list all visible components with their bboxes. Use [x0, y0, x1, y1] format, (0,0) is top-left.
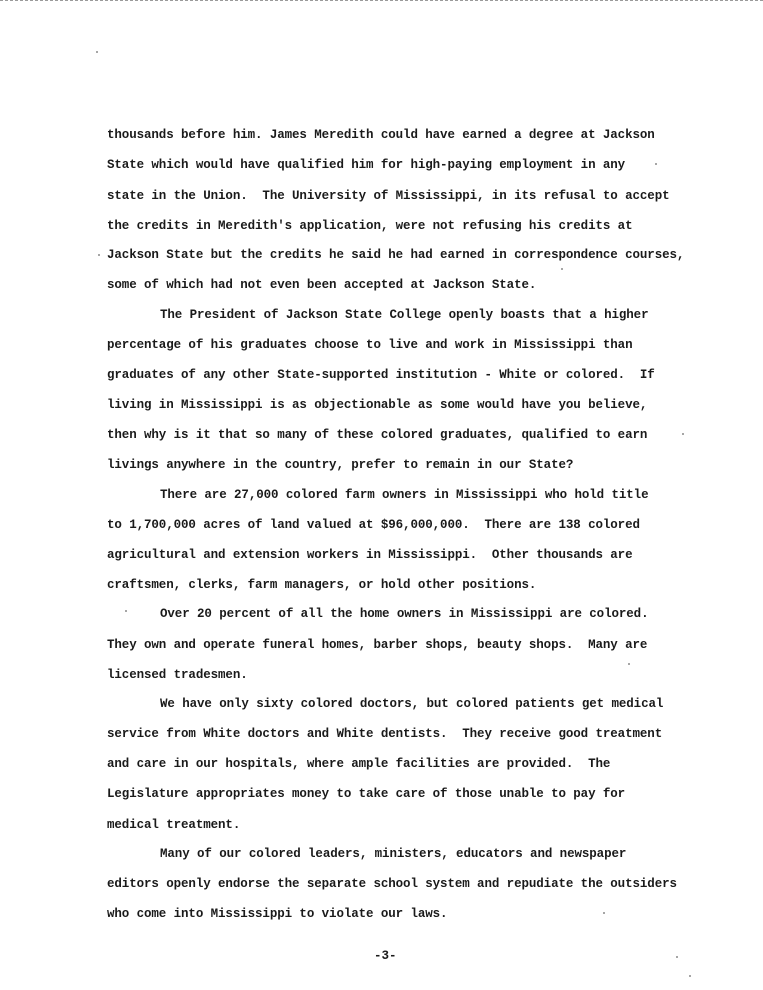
text-line: Jackson State but the credits he said he had earned in correspondence courses,	[107, 248, 685, 262]
scan-speck	[98, 254, 100, 256]
text-line: Legislature appropriates money to take care of those unable to pay for	[107, 787, 626, 801]
page-number: -3-	[374, 949, 397, 963]
text-line: percentage of his graduates choose to live and work in Mississippi than	[107, 338, 633, 352]
text-line: to 1,700,000 acres of land valued at $96,000,000. There are 138 colored	[107, 518, 640, 532]
text-line: state in the Union. The University of Mississippi, in its refusal to accept	[107, 189, 670, 203]
paragraph-first-line: There are 27,000 colored farm owners in Mississippi who hold title	[160, 488, 649, 502]
paragraph-first-line: Over 20 percent of all the home owners in Mississippi are colored.	[160, 607, 649, 621]
text-line: then why is it that so many of these colored graduates, qualified to earn	[107, 428, 648, 442]
text-line: living in Mississippi is as objectionable as some would have you believe,	[107, 398, 648, 412]
scan-speck	[689, 975, 691, 977]
scan-speck	[682, 433, 684, 435]
scan-speck	[628, 663, 630, 665]
scan-speck	[676, 956, 678, 958]
text-line: graduates of any other State-supported institution - White or colored. If	[107, 368, 655, 382]
scan-speck	[561, 268, 563, 270]
paragraph-first-line: We have only sixty colored doctors, but colored patients get medical	[160, 697, 664, 711]
scan-speck	[125, 610, 127, 612]
scan-speck	[655, 163, 657, 165]
text-line: craftsmen, clerks, farm managers, or hold other positions.	[107, 578, 537, 592]
text-line: service from White doctors and White dentists. They receive good treatment	[107, 727, 663, 741]
text-line: the credits in Meredith's application, were not refusing his credits at	[107, 219, 633, 233]
paragraph-first-line: Many of our colored leaders, ministers, educators and newspaper	[160, 847, 627, 861]
text-line: and care in our hospitals, where ample facilities are provided. The	[107, 757, 611, 771]
scan-speck	[96, 51, 98, 53]
text-line: livings anywhere in the country, prefer to remain in our State?	[107, 458, 574, 472]
text-line: State which would have qualified him for high-paying employment in any	[107, 158, 626, 172]
text-line: editors openly endorse the separate school system and repudiate the outsiders	[107, 877, 677, 891]
paragraph-first-line: The President of Jackson State College openly boasts that a higher	[160, 308, 649, 322]
text-line: some of which had not even been accepted at Jackson State.	[107, 278, 537, 292]
text-line: who come into Mississippi to violate our laws.	[107, 907, 448, 921]
text-line: licensed tradesmen.	[107, 668, 248, 682]
text-line: medical treatment.	[107, 818, 241, 832]
text-line: They own and operate funeral homes, barber shops, beauty shops. Many are	[107, 638, 648, 652]
text-line: agricultural and extension workers in Mississippi. Other thousands are	[107, 548, 633, 562]
scan-speck	[603, 912, 605, 914]
text-line: thousands before him. James Meredith could have earned a degree at Jackson	[107, 128, 655, 142]
